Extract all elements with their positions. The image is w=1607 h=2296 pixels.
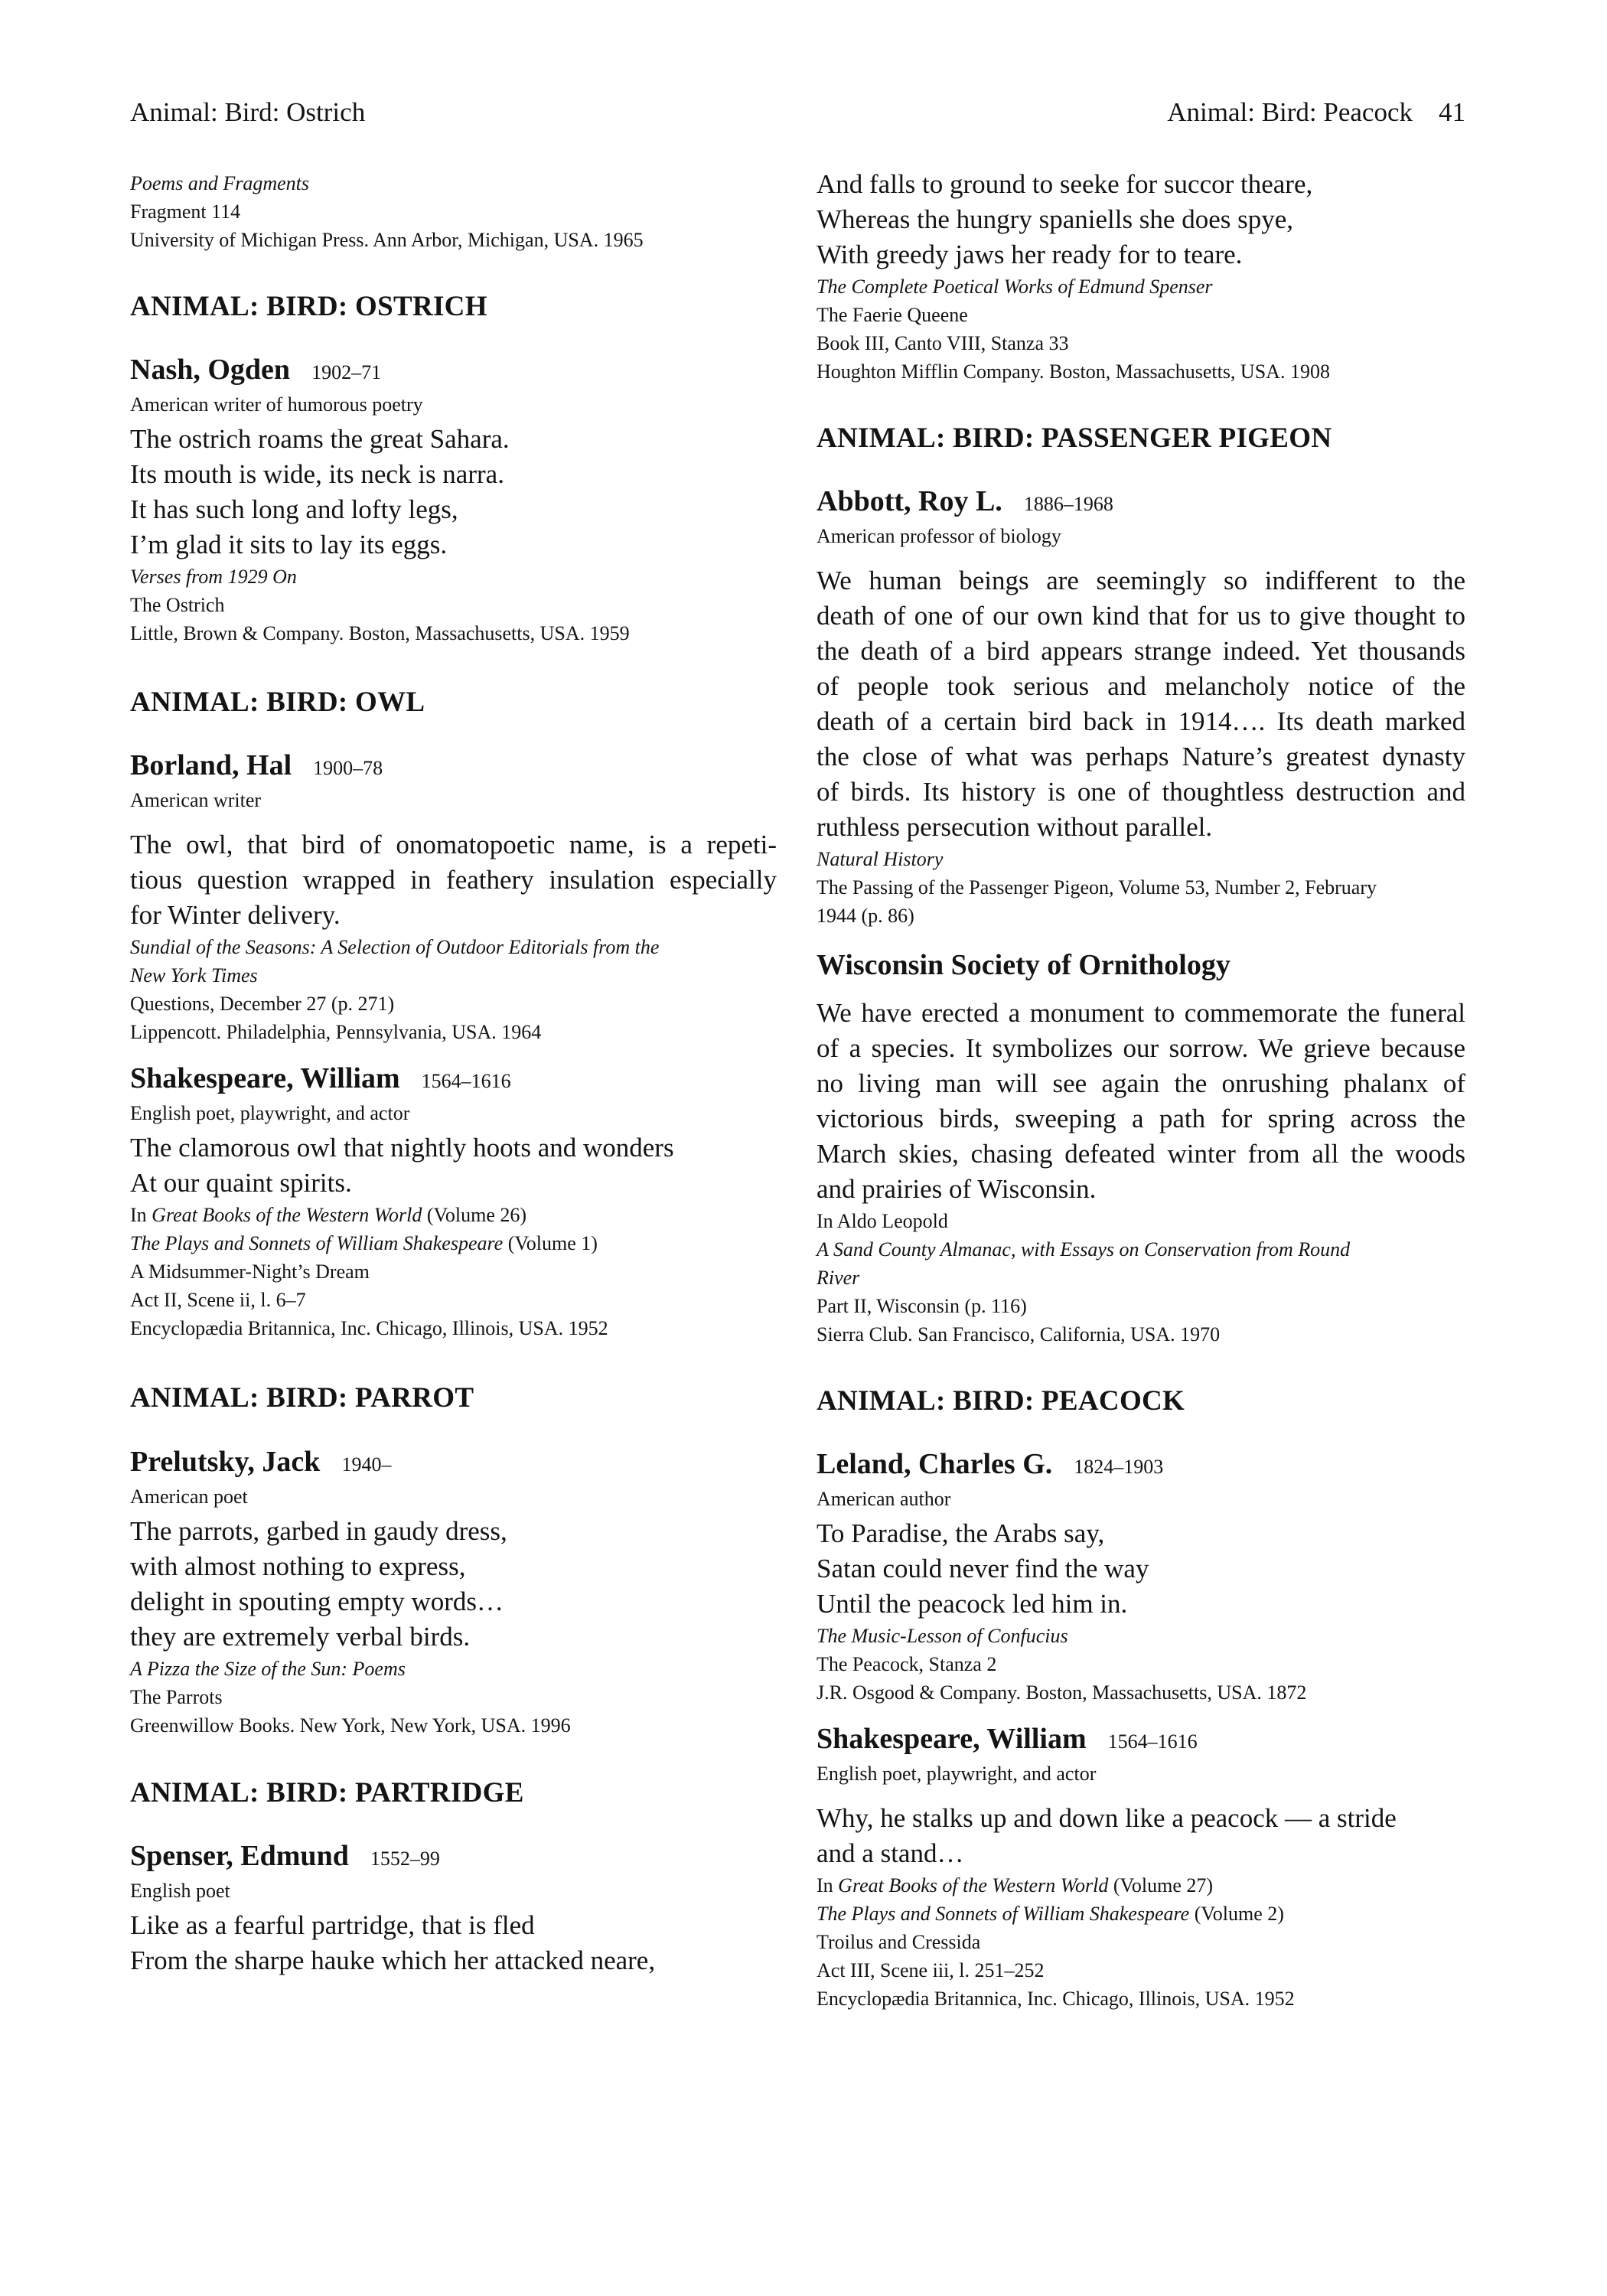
source-line: The Faerie Queene	[817, 304, 968, 326]
quote-line: It has such long and lofty legs,	[130, 494, 458, 524]
source-prefix: In	[130, 1204, 152, 1226]
quote-text	[817, 1516, 1465, 1622]
section-heading: ANIMAL: BIRD: PEACOCK	[817, 1385, 1185, 1417]
source-citation	[817, 845, 1465, 930]
source-line: Sierra Club. San Francisco, California, USA. 1970	[817, 1323, 1221, 1345]
author-name: Leland, Charles G.	[817, 1448, 1053, 1480]
source-citation	[817, 272, 1465, 386]
source-title: The Plays and Sonnets of William Shakespeare	[130, 1232, 504, 1254]
author-name: Borland, Hal	[130, 749, 292, 781]
author-line	[817, 1720, 1465, 1760]
quote-entry	[817, 1446, 1465, 1707]
quote-text	[130, 422, 777, 563]
quote-line: At our quaint spirits.	[130, 1168, 352, 1198]
source-line: Poems and Fragments	[130, 172, 309, 194]
author-line	[130, 1443, 777, 1483]
quote-text	[130, 1514, 777, 1655]
author-description: English poet, playwright, and actor	[130, 1102, 410, 1124]
quote-line: The owl, that bird of onomatopoetic name, is a repeti-	[130, 830, 777, 859]
source-line: A Pizza the Size of the Sun: Poems	[130, 1658, 406, 1680]
source-line: River	[817, 1267, 860, 1289]
quote-line: The parrots, garbed in gaudy dress,	[130, 1516, 507, 1546]
source-line: The Complete Poetical Works of Edmund Spenser	[817, 276, 1213, 298]
quote-text	[817, 996, 1465, 1207]
quote-line: To Paradise, the Arabs say,	[817, 1518, 1105, 1548]
author-name: Nash, Ogden	[130, 354, 291, 386]
source-citation	[130, 933, 777, 1046]
source-line: Encyclopædia Britannica, Inc. Chicago, Illinois, USA. 1952	[130, 1317, 608, 1339]
source-line: Questions, December 27 (p. 271)	[130, 993, 395, 1015]
source-line: J.R. Osgood & Company. Boston, Massachusetts, USA. 1872	[817, 1681, 1307, 1704]
quote-line: and a stand…	[817, 1838, 964, 1868]
quote-line: March skies, chasing defeated winter from all the woods	[817, 1139, 1465, 1169]
quote-entry	[130, 1443, 777, 1740]
source-citation	[817, 1622, 1465, 1707]
source-line: The Passing of the Passenger Pigeon, Volume 53, Number 2, February	[817, 876, 1377, 899]
quote-line: death of one of our own kind that for us to give thought to	[817, 601, 1465, 631]
author-line	[817, 947, 1465, 983]
quote-line: tious question wrapped in feathery insulation especially	[130, 865, 777, 895]
quote-line: victorious birds, sweeping a path for spring across the	[817, 1104, 1465, 1133]
quote-text	[130, 827, 777, 933]
source-line: The Peacock, Stanza 2	[817, 1653, 997, 1675]
author-name: Shakespeare, William	[130, 1062, 400, 1094]
quote-entry	[817, 483, 1465, 930]
quote-text	[817, 563, 1465, 845]
running-header	[130, 93, 1465, 139]
author-line	[130, 747, 777, 787]
source-line: Encyclopædia Britannica, Inc. Chicago, Illinois, USA. 1952	[817, 1988, 1295, 2010]
source-line: The Music-Lesson of Confucius	[817, 1625, 1068, 1647]
source-citation	[817, 1207, 1465, 1349]
source-title: The Plays and Sonnets of William Shakespeare	[817, 1903, 1190, 1925]
quote-line: ruthless persecution without parallel.	[817, 812, 1213, 842]
author-description: English poet, playwright, and actor	[817, 1763, 1097, 1785]
source-line: Verses from 1929 On	[130, 566, 297, 588]
source-line: In Aldo Leopold	[817, 1210, 948, 1232]
source-volume: (Volume 27)	[1108, 1874, 1214, 1896]
quote-text	[130, 1908, 777, 1978]
quote-line: of a species. It symbolizes our sorrow. We grieve because	[817, 1033, 1465, 1063]
source-volume: (Volume 2)	[1189, 1903, 1284, 1925]
author-dates: 1900–78	[313, 757, 383, 779]
quote-entry	[817, 167, 1465, 386]
source-line	[817, 1871, 1465, 1900]
quote-line: of people took serious and melancholy notice of the	[817, 671, 1465, 701]
author-name: Shakespeare, William	[817, 1723, 1087, 1755]
page-number: 41	[1439, 97, 1465, 127]
author-name: Abbott, Roy L.	[817, 485, 1002, 517]
quote-line: with almost nothing to express,	[130, 1551, 466, 1581]
source-citation	[130, 1655, 777, 1740]
quote-line: We have erected a monument to commemorate the funeral	[817, 998, 1465, 1028]
author-description: American poet	[130, 1486, 248, 1508]
quote-text	[130, 1130, 777, 1201]
section-heading: ANIMAL: BIRD: PARROT	[130, 1382, 474, 1414]
quote-line: With greedy jaws her ready for to teare.	[817, 240, 1243, 269]
author-name: Prelutsky, Jack	[130, 1446, 321, 1478]
quote-line: delight in spouting empty words…	[130, 1587, 504, 1616]
quote-entry	[817, 947, 1465, 1349]
quote-entry	[130, 351, 777, 647]
source-line: Natural History	[817, 848, 944, 870]
author-description: American writer of humorous poetry	[130, 393, 423, 416]
source-line	[130, 1201, 777, 1229]
author-name: Spenser, Edmund	[130, 1840, 349, 1872]
quote-text	[817, 1801, 1465, 1871]
quote-line: Satan could never find the way	[817, 1554, 1149, 1583]
author-dates: 1564–1616	[1107, 1730, 1198, 1753]
source-line: Houghton Mifflin Company. Boston, Massachusetts, USA. 1908	[817, 360, 1330, 383]
source-title: Great Books of the Western World	[838, 1874, 1109, 1896]
quote-entry	[817, 1720, 1465, 2013]
source-line: University of Michigan Press. Ann Arbor, Michigan, USA. 1965	[130, 229, 644, 251]
source-prefix: In	[817, 1874, 839, 1896]
quote-line: the close of what was perhaps Nature’s greatest dynasty	[817, 742, 1465, 771]
source-citation	[130, 563, 777, 647]
author-description: American author	[817, 1488, 951, 1510]
source-line: Act II, Scene ii, l. 6–7	[130, 1289, 306, 1311]
source-line: Act III, Scene iii, l. 251–252	[817, 1959, 1045, 1981]
quote-line: Why, he stalks up and down like a peacock — a stride	[817, 1803, 1397, 1833]
author-description: American writer	[130, 789, 262, 811]
source-citation	[130, 1201, 777, 1342]
author-line	[817, 483, 1465, 523]
author-dates: 1886–1968	[1023, 493, 1113, 515]
quote-line: We human beings are seemingly so indifferent to the	[817, 566, 1465, 595]
source-line: Part II, Wisconsin (p. 116)	[817, 1295, 1027, 1317]
source-line: Lippencott. Philadelphia, Pennsylvania, USA. 1964	[130, 1021, 542, 1043]
author-line	[817, 1446, 1465, 1486]
header-right-title: Animal: Bird: Peacock	[1167, 97, 1413, 127]
quote-line: Whereas the hungry spaniells she does spye,	[817, 204, 1294, 234]
author-dates: 1552–99	[370, 1848, 440, 1870]
source-line: Troilus and Cressida	[817, 1931, 981, 1953]
quote-line: no living man will see again the onrushing phalanx of	[817, 1068, 1465, 1098]
quote-text	[817, 167, 1465, 272]
quote-line: I’m glad it sits to lay its eggs.	[130, 530, 448, 559]
source-line: The Ostrich	[130, 594, 225, 616]
quote-line: of birds. Its history is one of thoughtless destruction and	[817, 777, 1465, 807]
quote-line: The clamorous owl that nightly hoots and wonders	[130, 1133, 674, 1163]
section-heading: ANIMAL: BIRD: OWL	[130, 687, 425, 718]
source-line: Book III, Canto VIII, Stanza 33	[817, 332, 1069, 354]
quote-line: Until the peacock led him in.	[817, 1589, 1128, 1619]
source-line: Sundial of the Seasons: A Selection of Outdoor Editorials from the	[130, 936, 660, 958]
quote-line: Its mouth is wide, its neck is narra.	[130, 459, 504, 489]
source-volume: (Volume 1)	[503, 1232, 598, 1254]
author-line	[130, 1060, 777, 1100]
source-line	[130, 1229, 777, 1257]
author-description: English poet	[130, 1880, 230, 1902]
quote-line: they are extremely verbal birds.	[130, 1622, 471, 1652]
quote-line: death of a certain bird back in 1914…. Its death marked	[817, 706, 1465, 736]
author-line	[130, 1838, 777, 1877]
source-citation	[817, 1871, 1465, 2013]
header-left: Animal: Bird: Ostrich	[130, 97, 366, 127]
quote-line: and prairies of Wisconsin.	[817, 1174, 1097, 1204]
quote-line: The ostrich roams the great Sahara.	[130, 424, 510, 454]
source-line: Fragment 114	[130, 201, 241, 223]
left-column	[130, 167, 777, 1978]
quote-entry	[130, 747, 777, 1046]
source-line: A Sand County Almanac, with Essays on Conservation from Round	[817, 1238, 1351, 1261]
source-line	[817, 1900, 1465, 1928]
source-line: 1944 (p. 86)	[817, 905, 914, 927]
author-dates: 1902–71	[311, 361, 382, 383]
author-description: American professor of biology	[817, 525, 1061, 547]
author-line	[130, 351, 777, 391]
section-heading: ANIMAL: BIRD: OSTRICH	[130, 291, 487, 322]
source-citation	[130, 169, 777, 254]
source-line: The Parrots	[130, 1686, 223, 1708]
section-heading: ANIMAL: BIRD: PASSENGER PIGEON	[817, 422, 1332, 454]
quote-line: And falls to ground to seeke for succor theare,	[817, 169, 1313, 199]
source-title: Great Books of the Western World	[152, 1204, 422, 1226]
author-dates: 1940–	[341, 1453, 392, 1476]
section-heading: ANIMAL: BIRD: PARTRIDGE	[130, 1777, 524, 1808]
source-line: Little, Brown & Company. Boston, Massachusetts, USA. 1959	[130, 622, 630, 644]
author-dates: 1564–1616	[421, 1070, 511, 1092]
author-dates: 1824–1903	[1074, 1456, 1164, 1478]
quote-line: From the sharpe hauke which her attacked neare,	[130, 1945, 656, 1975]
quote-line: Like as a fearful partridge, that is fled	[130, 1910, 535, 1940]
source-line: Greenwillow Books. New York, New York, USA. 1996	[130, 1714, 571, 1737]
right-column	[817, 167, 1465, 2013]
source-line: A Midsummer-Night’s Dream	[130, 1261, 370, 1283]
header-right	[1167, 93, 1465, 132]
author-name: Wisconsin Society of Ornithology	[817, 949, 1231, 981]
quote-line: the death of a bird appears strange indeed. Yet thousands	[817, 636, 1465, 666]
source-volume: (Volume 26)	[422, 1204, 527, 1226]
quote-entry	[130, 1060, 777, 1342]
source-line: New York Times	[130, 964, 258, 987]
quote-line: for Winter delivery.	[130, 900, 341, 930]
quote-entry	[130, 1838, 777, 1978]
